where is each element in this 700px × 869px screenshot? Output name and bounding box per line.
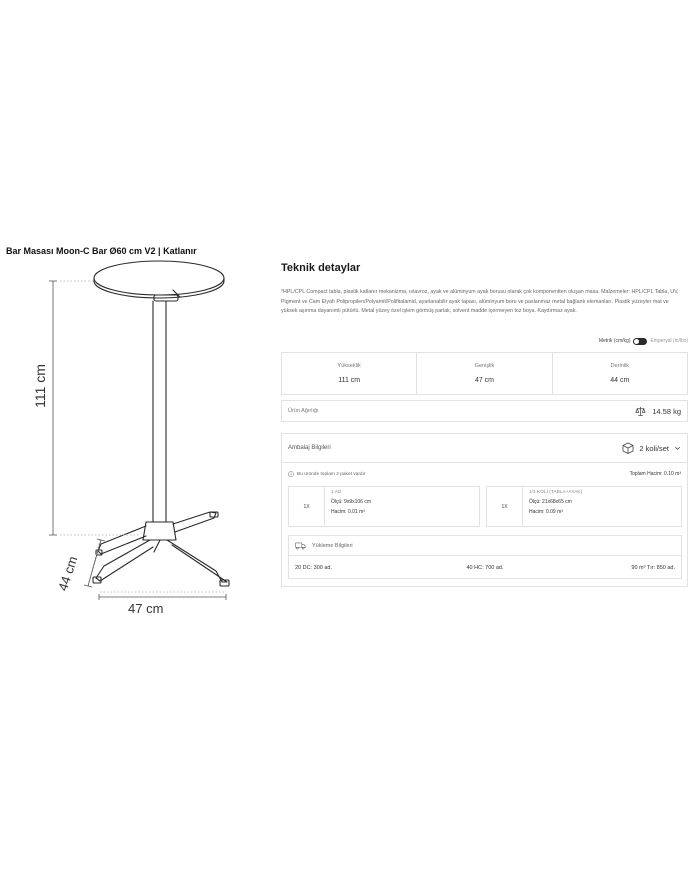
technical-details-panel xyxy=(281,262,688,571)
packaging-select[interactable] xyxy=(622,442,681,454)
package-card xyxy=(486,486,682,527)
dimension-height xyxy=(282,353,417,394)
dimension-width xyxy=(417,353,552,394)
total-volume: Toplam Hacim: 0.10 m³ xyxy=(629,471,681,477)
dimensions-table xyxy=(281,352,688,395)
dimension-depth xyxy=(553,353,687,394)
packaging-title: Ambalaj Bilgileri xyxy=(288,445,331,451)
package-details xyxy=(325,487,377,526)
width-dimension-label: 47 cm xyxy=(128,601,164,616)
unit-switch xyxy=(281,336,688,346)
package-quantity: 1X xyxy=(289,487,325,526)
package-size: Ölçü: 21x68x65 cm xyxy=(529,499,572,505)
packaging-info-text: Bu üründe toplam 2 paket vardır xyxy=(297,471,366,477)
unit-toggle[interactable] xyxy=(633,338,647,345)
weight-value: 14.58 kg xyxy=(652,406,681,416)
dimension-label: Genişlik xyxy=(474,363,495,369)
chevron-down-icon[interactable] xyxy=(674,445,681,452)
product-description: *HPL/CPL Compact tabla, plastik katlanır mekanizma, ıstavroz, ayak ve alüminyum ayak borusu olarak çok komponentten oluşan masa. Malzemeler: HPL/CPL Tabla, UV, Pigment ve Cam Elyafı Polipropilen/Polyamit/Polifitalamid, ayarlanabilir ayak tapası, alüminyum boru ve paslanmaz metal bağlantı elemanları. Plastik yüzeyler mat ve yüksek aşınma dayanımlı pütürlü. Metal yüzey özel işlem görmüş parlak, solvent madde içermeyen toz boya. Kaydırmaz ayak. xyxy=(281,289,679,315)
package-card xyxy=(288,486,480,527)
unit-metric-label[interactable]: Metrik (cm/kg) xyxy=(598,338,631,344)
loading-header xyxy=(289,536,681,556)
weight-value-group xyxy=(635,406,681,417)
product-title: Bar Masası Moon-C Bar Ø60 cm V2 | Katlanır xyxy=(6,246,197,256)
package-details xyxy=(523,487,588,526)
dimension-label: Yükseklik xyxy=(337,363,361,369)
product-weight-row xyxy=(281,400,688,422)
packaging-selected-value: 2 koli/set xyxy=(639,443,669,453)
loading-item: 20 DC: 300 ad. xyxy=(295,564,332,571)
packaging-section xyxy=(281,433,688,587)
package-quantity: 1X xyxy=(487,487,523,526)
product-drawing xyxy=(0,258,280,628)
loading-title: Yükleme Bilgileri xyxy=(312,542,353,549)
unit-imperial-label[interactable]: Emperyal (in/lbs) xyxy=(650,338,688,344)
package-volume: Hacim: 0.01 m³ xyxy=(331,509,365,515)
weight-label: Ürün Ağırlığı xyxy=(288,408,319,414)
packaging-header xyxy=(282,434,687,463)
section-title: Teknik detaylar xyxy=(281,262,361,274)
loading-item: 90 m³ Tır: 850 ad. xyxy=(631,564,676,571)
loading-values xyxy=(289,556,681,579)
depth-dimension-label: 44 cm xyxy=(55,554,81,593)
package-name: 1 AD xyxy=(331,490,342,495)
info-icon xyxy=(288,471,294,477)
scale-icon xyxy=(635,406,646,417)
loading-info xyxy=(288,535,682,579)
box-icon xyxy=(622,442,634,454)
dimension-value: 111 cm xyxy=(338,377,361,384)
package-volume: Hacim: 0.09 m³ xyxy=(529,509,563,515)
dimension-value: 44 cm xyxy=(610,377,630,384)
package-name: 1/1 KOLİ (TABLA+AYAK) xyxy=(529,490,583,495)
package-size: Ölçü: 9x9x106 cm xyxy=(331,499,372,505)
truck-icon xyxy=(295,542,306,550)
packaging-info xyxy=(288,471,366,477)
dimension-label: Derinlik xyxy=(610,363,629,369)
height-dimension-label: 111 cm xyxy=(31,364,48,408)
dimension-value: 47 cm xyxy=(474,377,495,384)
loading-item: 40 HC: 700 ad. xyxy=(466,564,504,571)
